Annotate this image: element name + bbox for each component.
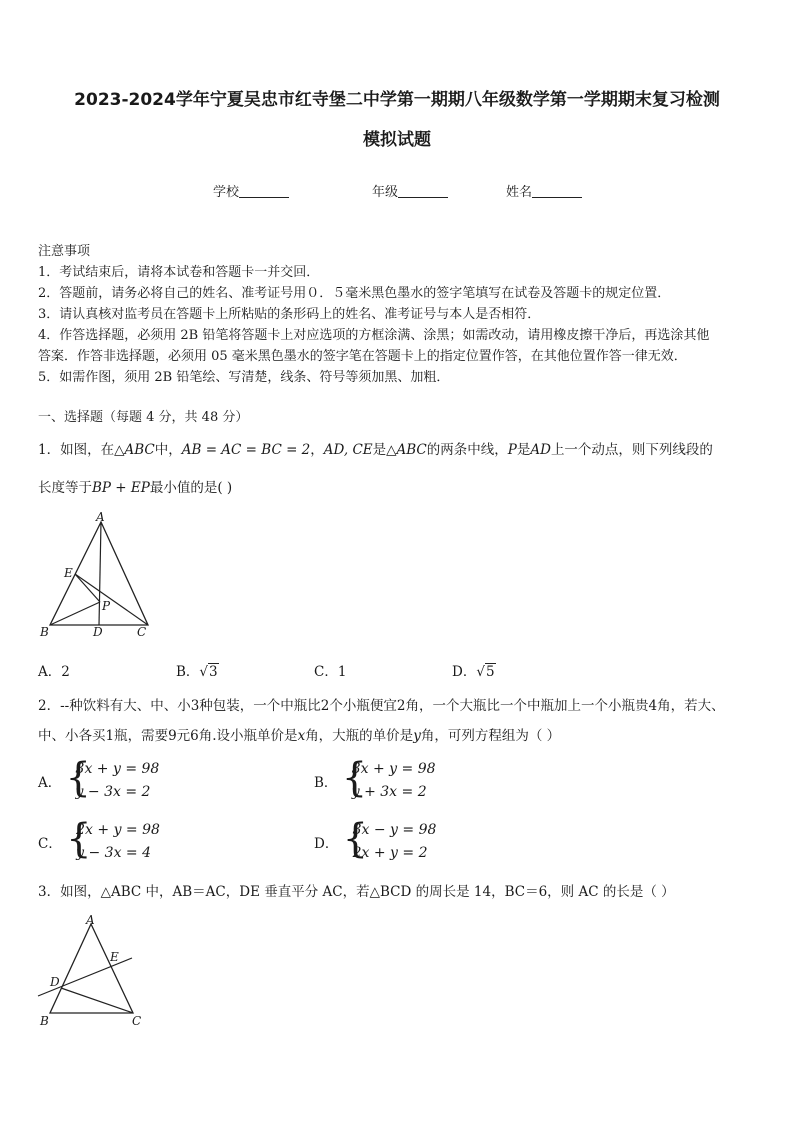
equation: y + 3x = 2 [351,784,427,800]
grade-label: 年级 [372,185,399,200]
notes-heading: 注意事项 [38,244,91,259]
q1-text: 长度等于 [38,480,92,496]
brace-icon: { [66,816,92,862]
q1-segment-bp [50,602,100,625]
q1-line2 [38,478,232,498]
option-letter: A． [38,775,62,791]
q1-text: 是 [372,442,387,458]
option-letter: D． [452,664,477,680]
q2-option-a[interactable] [38,755,160,804]
school-blank [239,184,289,198]
q3-segment-dc [61,988,133,1013]
q3-label-c: C [132,1014,142,1028]
school-label: 学校 [213,185,240,200]
grade-blank [398,184,448,198]
notes-block [38,241,709,388]
q1-text: 最小值的是( ) [149,480,233,496]
equation: y − 3x = 4 [76,845,152,861]
q1-label-b: B [40,625,49,639]
q2-line2 [38,726,560,746]
equation-system [342,816,437,865]
option-letter: D． [314,836,339,852]
q2-text: 角，大瓶的单价是 [305,728,414,744]
q1-label-c: C [137,625,147,639]
q1-option-d[interactable] [452,660,496,680]
equation: 3x + y = 98 [351,761,436,777]
q1-math: AD, CE [323,442,373,458]
name-field [506,181,582,200]
q1-text: 中， [154,442,182,458]
sqrt-symbol: √3 [199,664,218,680]
school-field [213,181,289,200]
equation-system [66,816,160,865]
q2-line1: 2．--种饮料有大、中、小3种包装，一个中瓶比2个小瓶便宜2角，一个大瓶比一个中瓶加上一个小瓶贵4角，若大、 [38,698,725,714]
q2-option-b[interactable] [314,755,436,804]
q2-math: x [297,728,306,744]
q1-math: AD [530,442,551,458]
section-heading: 一、选择题（每题 4 分，共 48 分） [38,410,249,425]
name-label: 姓名 [506,185,533,200]
option-letter: B． [176,664,200,680]
q1-label-e: E [64,566,73,580]
name-blank [532,184,582,198]
note-item: 1．考试结束后，请将本试卷和答题卡一并交回． [38,265,320,280]
sqrt-symbol: √5 [476,664,495,680]
equation: y − 3x = 2 [75,784,151,800]
option-letter: B． [314,775,338,791]
q2-text: 角，可列方程组为（ ） [420,728,561,744]
exam-title-line2: 模拟试题 [363,130,431,150]
q1-math: AB = AC = BC = 2 [181,442,311,458]
equation-system [65,755,160,804]
q3-figure [34,912,154,1032]
brace-icon: { [65,755,91,801]
q1-figure [38,512,168,642]
q3-label-a: A [86,913,95,927]
note-item: 答案．作答非选择题，必须用 05 毫米黑色墨水的签字笔在答题卡上的指定位置作答，在其他位置作答一律无效． [38,349,687,364]
option-letter: A． [38,664,62,680]
option-letter: C． [38,836,62,852]
grade-field [372,181,448,200]
q2-math: y [413,728,421,744]
q3-text: 3．如图，△ABC 中，AB＝AC，DE 垂直平分 AC，若△BCD 的周长是 14，BC＝6，则 AC 的长是（ ） [38,884,675,900]
q1-option-c[interactable] [314,660,346,680]
brace-icon: { [342,816,369,862]
option-value: 1 [337,664,347,680]
equation: 2x + y = 98 [76,822,160,838]
q3-triangle [50,924,133,1013]
option-value: 3 [209,664,218,680]
brace-icon: { [341,755,368,801]
note-item: 3．请认真核对监考员在答题卡上所粘贴的条形码上的姓名、准考证号与本人是否相符． [38,307,541,322]
q1-label-d: D [93,625,103,639]
q1-segment-ep [75,574,100,602]
q3-label-e: E [110,950,119,964]
option-value: 2 [61,664,70,680]
equation-system [341,755,436,804]
q2-option-d[interactable] [314,816,437,865]
q1-math: △ABC [386,442,427,458]
note-item: 5．如需作图，须用 2B 铅笔绘、写清楚，线条、符号等须加黑、加粗． [38,370,450,385]
note-item: 2．答题前，请务必将自己的姓名、准考证号用０．５毫米黑色墨水的签字笔填写在试卷及答题卡的规定位置． [38,286,671,301]
exam-title-line1: 2023-2024学年宁夏吴忠市红寺堡二中学第一期期八年级数学第一学期期末复习检测 [74,90,720,110]
q3-label-d: D [50,975,60,989]
q1-option-a[interactable] [38,660,70,680]
equation: 3x + y = 98 [75,761,160,777]
q1-text: 是 [516,442,531,458]
q1-math: BP + EP [92,480,150,496]
q3-label-b: B [40,1014,49,1028]
q1-text: 的两条中线， [426,442,508,458]
q2-text: 中、小各买1瓶，需要9元6角.设小瓶单价是 [38,728,298,744]
option-letter: C． [314,664,338,680]
q1-text: 上一个动点，则下列线段的 [550,442,713,458]
q1-text: 1．如图，在 [38,442,115,458]
option-value: 5 [485,664,495,680]
equation: 3x − y = 98 [352,822,437,838]
q1-text: ， [310,442,324,458]
q1-option-b[interactable] [176,660,219,680]
q1-math: P [507,442,517,458]
equation: 2x + y = 2 [352,845,428,861]
q2-option-c[interactable] [38,816,160,865]
note-item: 4．作答选择题，必须用 2B 铅笔将答题卡上对应选项的方框涂满、涂黑；如需改动，请用橡皮擦干净后，再选涂其他 [38,328,710,343]
q1-line1 [38,440,713,460]
q1-math: △ABC [114,442,155,458]
q1-median-ad [99,522,101,625]
q1-label-a: A [96,512,105,524]
q1-label-p: P [102,599,111,613]
